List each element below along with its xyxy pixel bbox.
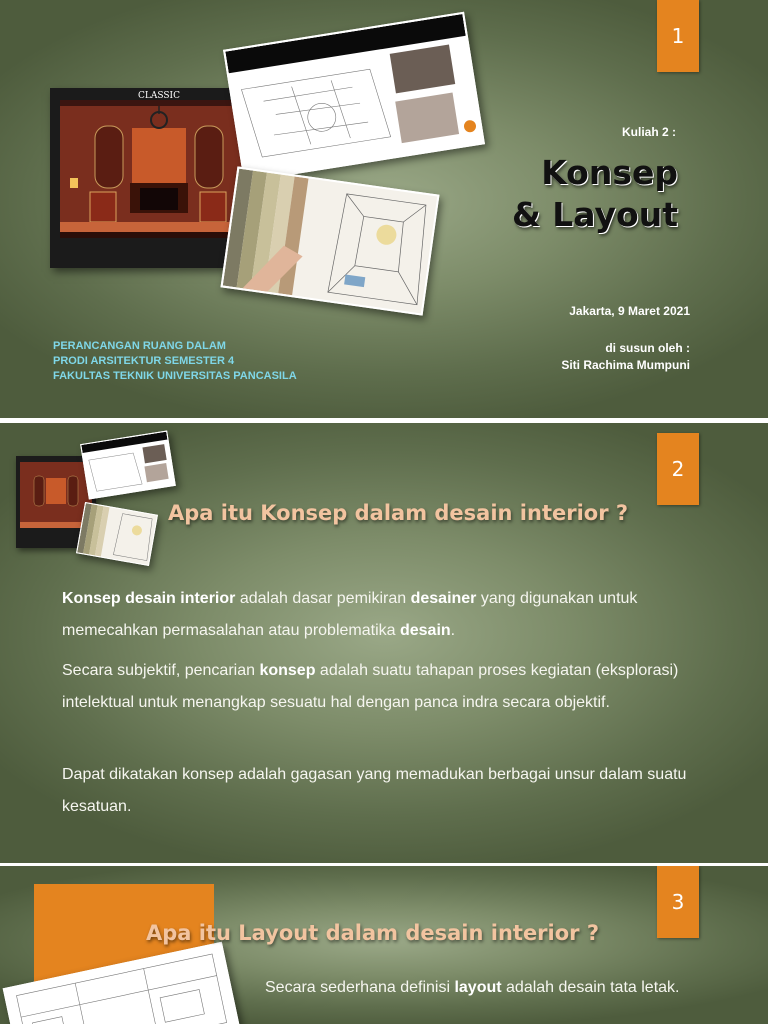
sketch-drawing-image <box>223 12 485 183</box>
slide-3 <box>0 866 768 1024</box>
text: . <box>450 622 456 639</box>
text: Secara subjektif, pencarian <box>62 662 260 679</box>
slide-title <box>512 152 678 236</box>
text: adalah suatu tahapan proses kegiatan (eksplorasi) intelektual untuk menangkap sesuatu hal dengan panca indra secara objektif. <box>62 662 679 711</box>
bold-text: desainer <box>410 590 477 607</box>
bold-text: konsep <box>259 662 316 679</box>
paragraph-2 <box>62 655 722 719</box>
course-line: PRODI ARSITEKTUR SEMESTER 4 <box>53 355 235 367</box>
color-swatch-sketch-image <box>221 166 440 315</box>
author-name: Siti Rachima Mumpuni <box>561 358 690 372</box>
slide-number: 2 <box>657 433 699 505</box>
slide-2 <box>0 423 768 863</box>
bold-text: desain <box>399 622 451 639</box>
course-line: FAKULTAS TEKNIK UNIVERSITAS PANCASILA <box>53 370 297 382</box>
title-line-1: Konsep <box>541 153 678 192</box>
paragraph-1 <box>265 972 735 1004</box>
paragraph-3: Dapat dikatakan konsep adalah gagasan yang memadukan berbagai unsur dalam suatu kesatuan. <box>62 766 687 815</box>
course-line: PERANCANGAN RUANG DALAM <box>53 340 226 352</box>
paragraph-1 <box>62 583 722 647</box>
text: Secara sederhana definisi <box>265 979 455 996</box>
text: adalah desain tata letak. <box>501 979 680 996</box>
swatch-thumbnail <box>76 502 158 566</box>
text: yang digunakan untuk memecahkan permasalahan atau problematika <box>62 590 638 639</box>
date-text: Jakarta, 9 Maret 2021 <box>569 304 690 318</box>
slide-number: 1 <box>657 0 699 72</box>
slide-heading: Apa itu Layout dalam desain interior ? <box>146 921 600 945</box>
sketch-thumbnail <box>80 430 176 499</box>
text: adalah dasar pemikiran <box>235 590 411 607</box>
slide-number: 3 <box>657 866 699 938</box>
slide-1 <box>0 0 768 418</box>
compiled-by-label: di susun oleh : <box>605 341 690 355</box>
title-line-2: & Layout <box>512 195 678 234</box>
classic-label: CLASSIC <box>138 91 180 101</box>
bold-text: layout <box>454 979 502 996</box>
lecture-label: Kuliah 2 : <box>622 125 677 139</box>
course-info <box>53 339 297 384</box>
bold-text: Konsep desain interior <box>62 590 236 607</box>
slide-heading: Apa itu Konsep dalam desain interior ? <box>168 501 629 525</box>
